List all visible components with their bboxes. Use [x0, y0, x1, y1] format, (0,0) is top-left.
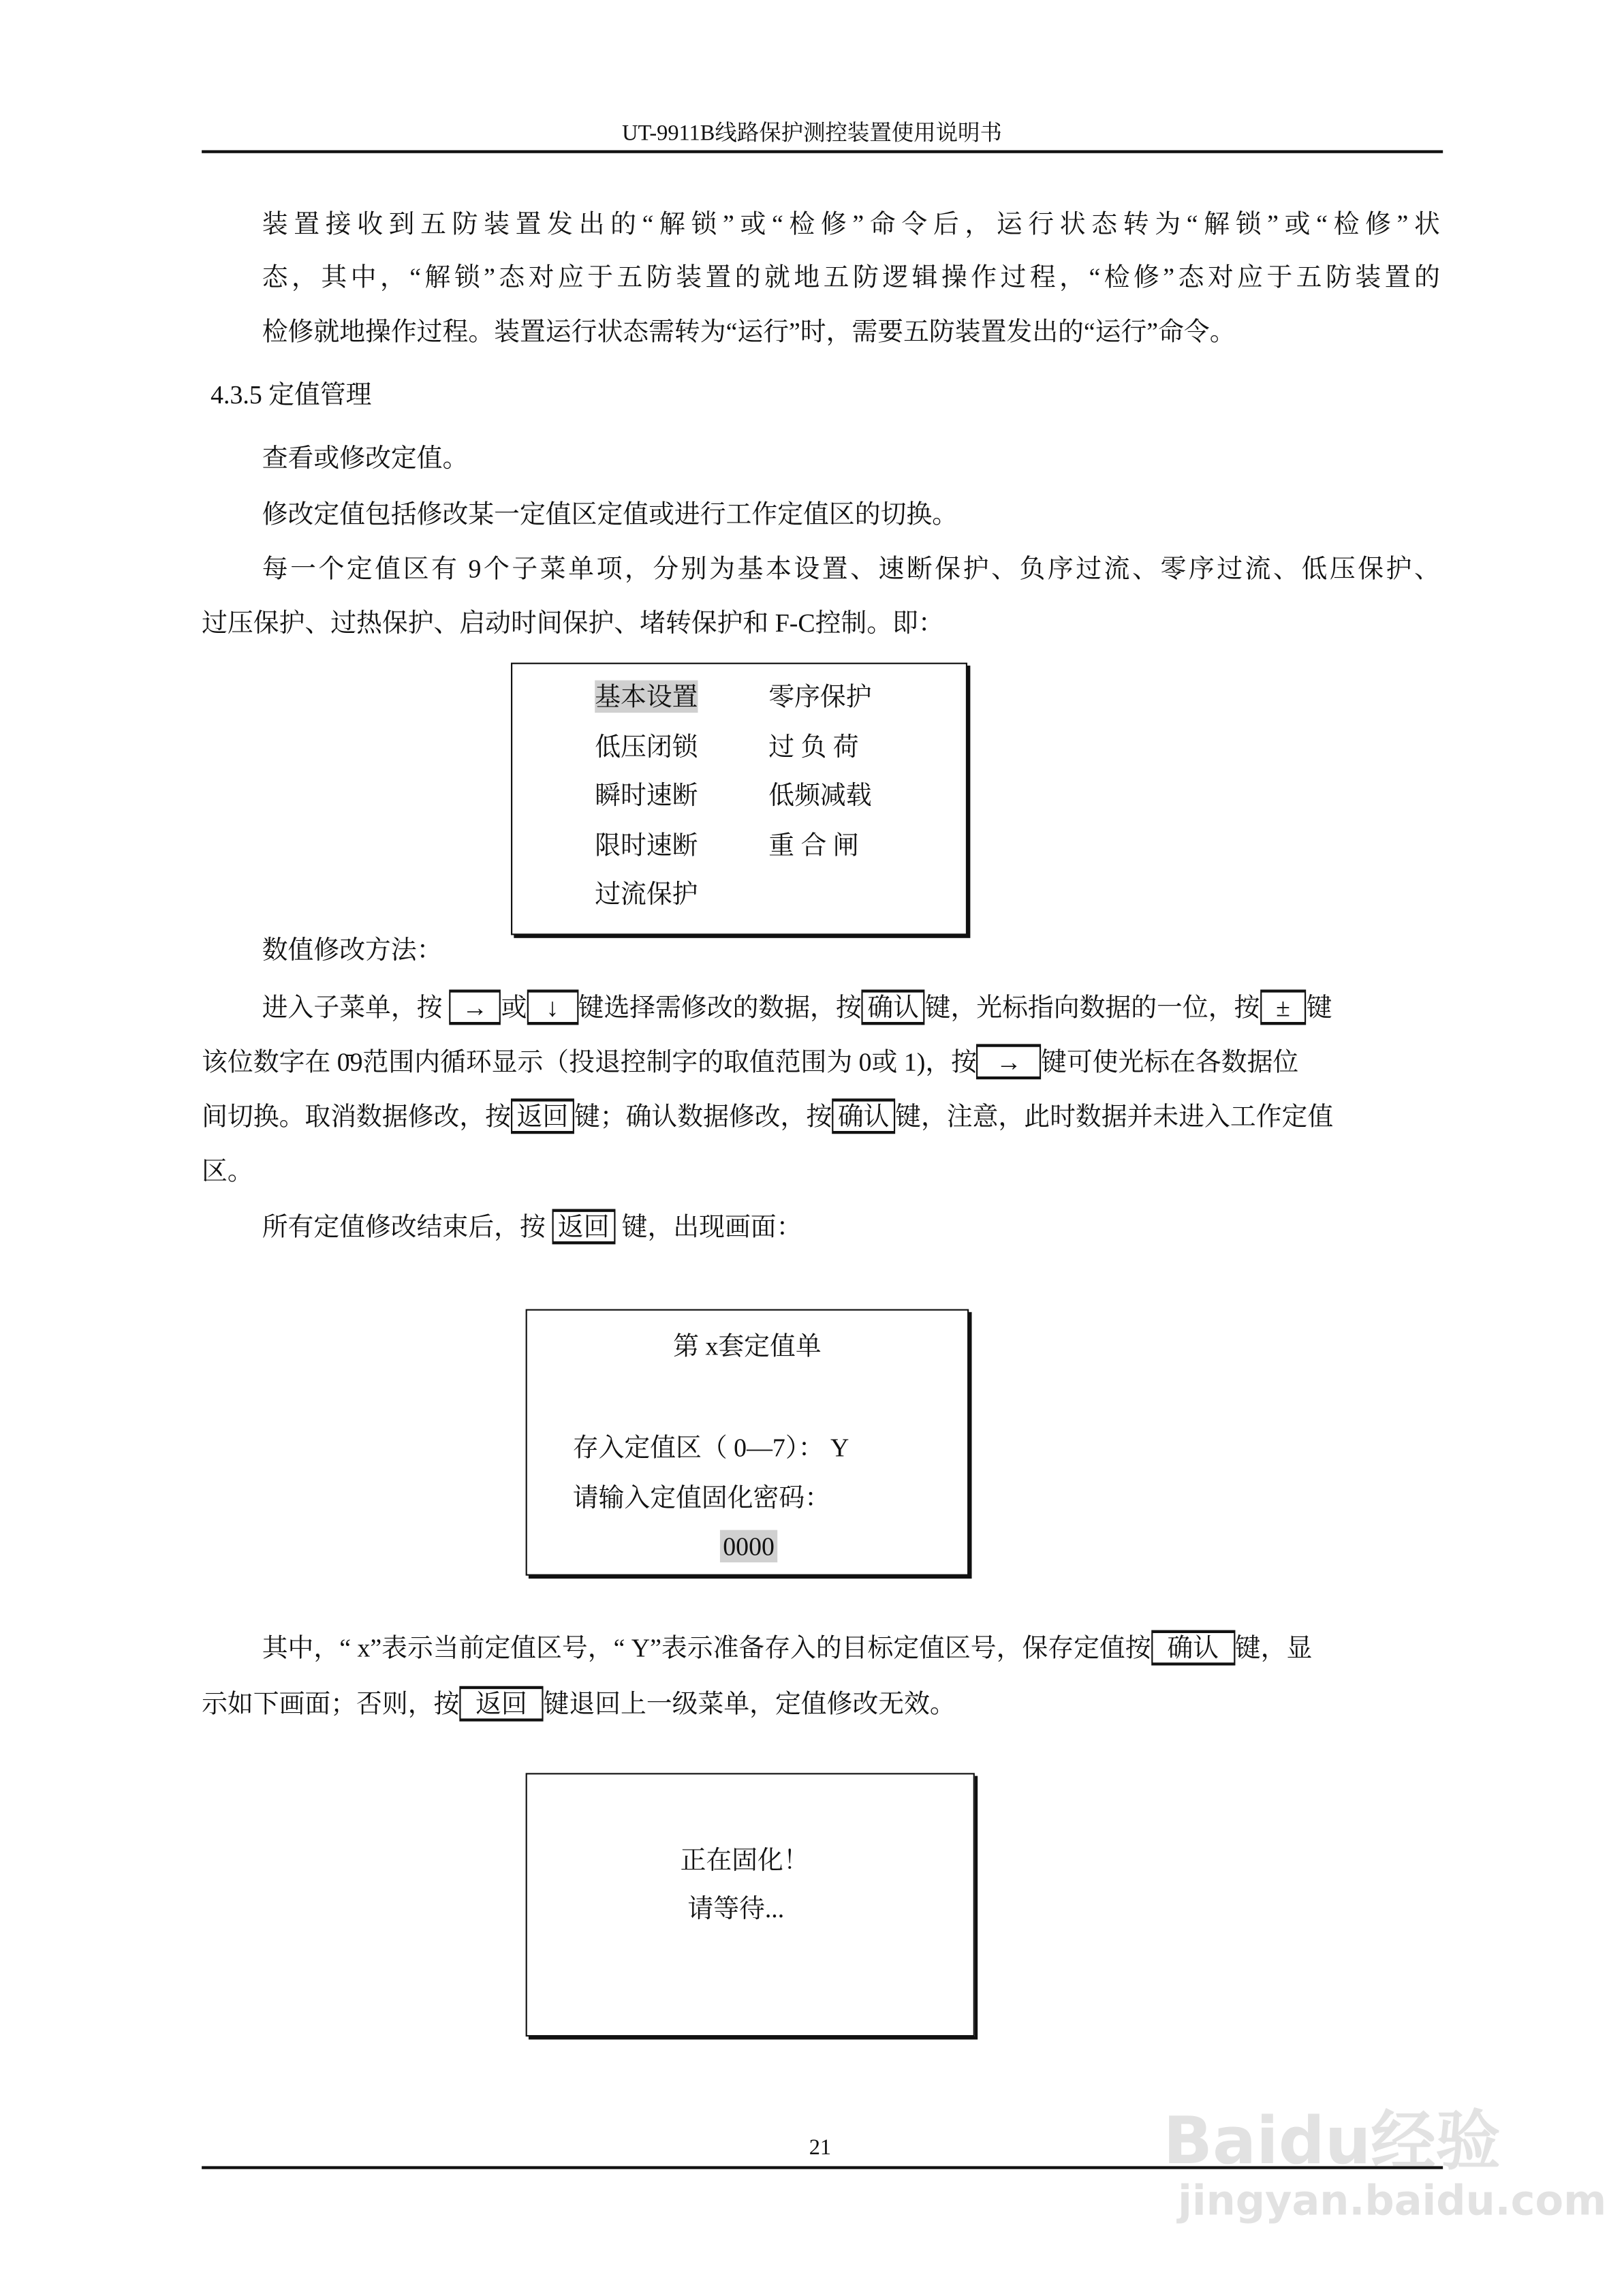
page-number: 21	[809, 2137, 832, 2160]
saving-message: 正在固化！	[680, 1845, 809, 1875]
text: 进入子菜单，按	[262, 992, 449, 1023]
section-heading	[210, 378, 371, 411]
text: 键	[1306, 992, 1332, 1023]
text: 其中，“ x”表示当前定值区号，“ Y”表示准备存入的目标定值区号，保存定值按	[262, 1632, 1151, 1663]
menu-item[interactable]: 过 负 荷	[768, 732, 859, 762]
screen-title: 第 x套定值单	[673, 1331, 822, 1361]
back-key: 返回	[511, 1098, 574, 1134]
paragraph-line: 过压保护、过热保护、启动时间保护、堵转保护和 F-C控制。即：	[202, 608, 944, 638]
password-field[interactable]: 0000	[720, 1530, 777, 1563]
text: 键，出现画面：	[615, 1211, 802, 1242]
method-title: 数值修改方法：	[262, 935, 443, 965]
watermark-url: jingyan.baidu.com	[1178, 2176, 1607, 2225]
menu-item[interactable]: 限时速断	[595, 831, 698, 860]
paragraph-line	[262, 1209, 802, 1245]
text: 键，光标指向数据的一位，按	[924, 992, 1260, 1023]
menu-item-selected[interactable]: 基本设置	[595, 681, 698, 713]
saving-screen	[526, 1773, 975, 2036]
text: 键可使光标在各数据位	[1041, 1046, 1299, 1076]
paragraph-line: 区。	[202, 1155, 253, 1185]
right-arrow-key: →	[449, 989, 501, 1025]
back-key: 返回	[552, 1209, 615, 1245]
paragraph-line: 态，其中，“解锁”态对应于五防装置的就地五防逻辑操作过程，“检修”态对应于五防装置的	[262, 262, 1440, 292]
paragraph-line	[202, 1098, 1333, 1134]
section-title: 定值管理	[268, 379, 372, 409]
watermark-logo: Baidu经验	[1163, 2104, 1501, 2179]
menu-screen	[511, 663, 967, 935]
menu-item[interactable]: 低频减载	[768, 780, 872, 810]
plusminus-key: ±	[1260, 989, 1306, 1025]
back-key: 返回	[459, 1686, 543, 1722]
save-settings-screen	[526, 1309, 969, 1575]
menu-item[interactable]: 重 合 闸	[768, 831, 859, 860]
text: 键，显	[1234, 1632, 1313, 1663]
paragraph-line: 检修就地操作过程。装置运行状态需转为“运行”时，需要五防装置发出的“运行”命令。	[262, 316, 1236, 346]
confirm-key: 确认	[862, 989, 925, 1025]
text: 所有定值修改结束后，按	[262, 1211, 552, 1242]
menu-item[interactable]: 低压闭锁	[595, 732, 698, 762]
text: 或	[501, 992, 527, 1023]
text: 键选择需修改的数据，按	[578, 992, 862, 1023]
wait-message: 请等待...	[687, 1893, 785, 1923]
target-zone-label: 存入定值区（ 0—7）： Y	[572, 1433, 849, 1463]
text: 示如下画面；否则，按	[202, 1689, 460, 1719]
text: 该位数字在 0̄9范围内循环显示（投退控制字的取值范围为 0或 1)，按	[202, 1046, 977, 1076]
section-number: 4.3.5	[210, 379, 262, 409]
down-arrow-key: ↓	[527, 989, 578, 1025]
paragraph-line: 修改定值包括修改某一定值区定值或进行工作定值区的切换。	[262, 499, 958, 529]
paragraph-line	[262, 1630, 1313, 1666]
menu-item[interactable]: 零序保护	[768, 681, 872, 711]
paragraph-line	[202, 1686, 956, 1722]
header-rule	[202, 150, 1443, 153]
paragraph-line: 每一个定值区有 9个子菜单项，分别为基本设置、速断保护、负序过流、零序过流、低压保护、	[262, 553, 1440, 583]
password-prompt: 请输入定值固化密码：	[572, 1483, 831, 1512]
paragraph-line: 装置接收到五防装置发出的“解锁”或“检修”命令后，运行状态转为“解锁”或“检修”状	[262, 208, 1440, 239]
menu-item[interactable]: 过流保护	[595, 879, 698, 909]
text: 键，注意，此时数据并未进入工作定值	[895, 1101, 1334, 1131]
paragraph-line	[202, 1044, 1298, 1079]
menu-item[interactable]: 瞬时速断	[595, 780, 698, 810]
header-title: UT-9911B线路保护测控装置使用说明书	[622, 122, 1002, 146]
paragraph-line: 查看或修改定值。	[262, 443, 469, 473]
right-arrow-key: →	[977, 1044, 1041, 1079]
paragraph-line	[262, 989, 1332, 1025]
text: 键退回上一级菜单，定值修改无效。	[543, 1689, 956, 1719]
text: 间切换。取消数据修改，按	[202, 1101, 512, 1131]
confirm-key: 确认	[1151, 1630, 1235, 1666]
confirm-key: 确认	[832, 1098, 895, 1134]
text: 键；确认数据修改，按	[574, 1101, 832, 1131]
